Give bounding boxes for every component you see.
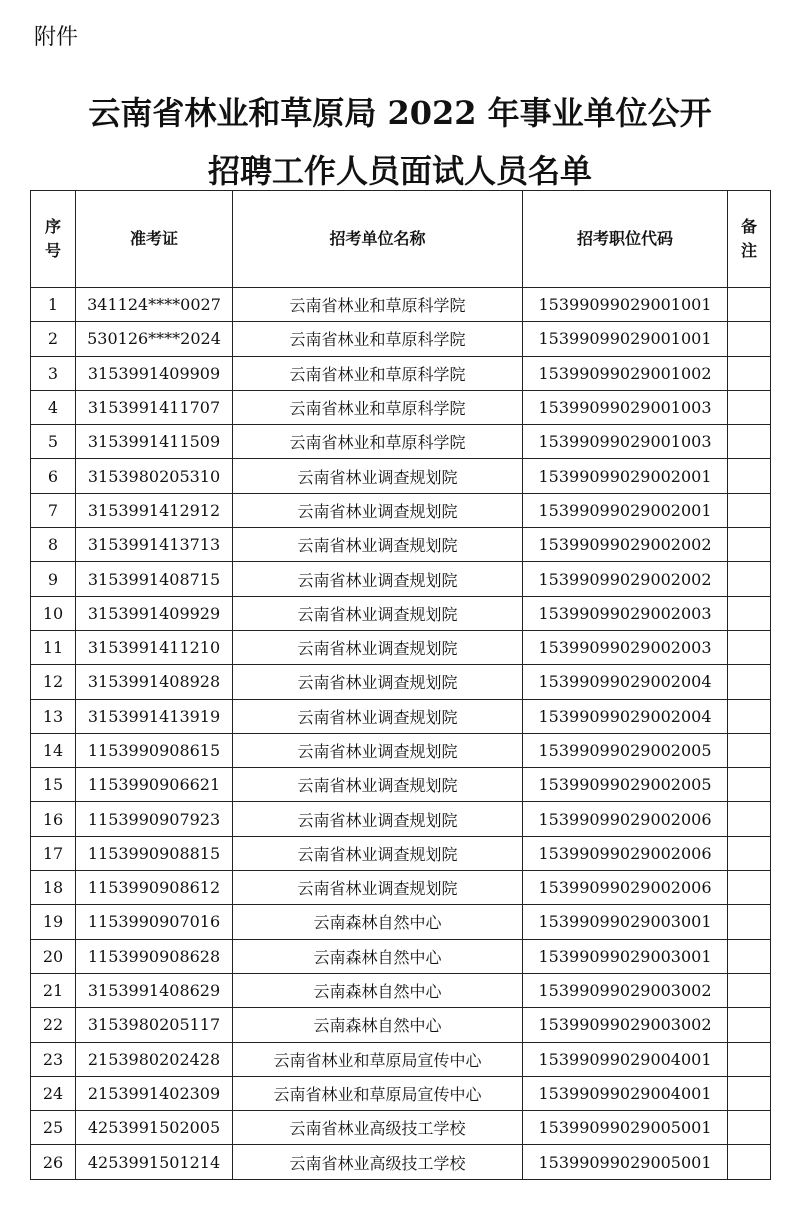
cell-ticket: 3153980205117 xyxy=(76,1008,233,1042)
cell-no: 8 xyxy=(31,528,76,562)
table-row xyxy=(31,356,771,390)
cell-no: 26 xyxy=(31,1145,76,1179)
table-row xyxy=(31,390,771,424)
cell-code: 15399099029003002 xyxy=(523,1008,728,1042)
cell-unit: 云南省林业和草原局宣传中心 xyxy=(233,1076,523,1110)
cell-ticket: 2153980202428 xyxy=(76,1042,233,1076)
cell-note xyxy=(728,322,771,356)
table-row xyxy=(31,630,771,664)
cell-unit: 云南省林业和草原科学院 xyxy=(233,356,523,390)
cell-ticket: 3153991409929 xyxy=(76,596,233,630)
cell-unit: 云南省林业和草原科学院 xyxy=(233,425,523,459)
table-row xyxy=(31,1145,771,1179)
cell-unit: 云南省林业和草原局宣传中心 xyxy=(233,1042,523,1076)
table-row xyxy=(31,322,771,356)
cell-code: 15399099029003001 xyxy=(523,939,728,973)
cell-note xyxy=(728,630,771,664)
cell-note xyxy=(728,528,771,562)
cell-note xyxy=(728,562,771,596)
cell-note xyxy=(728,836,771,870)
attachment-label: 附件 xyxy=(34,25,79,50)
cell-no: 25 xyxy=(31,1111,76,1145)
cell-unit: 云南森林自然中心 xyxy=(233,939,523,973)
cell-code: 15399099029001001 xyxy=(523,288,728,322)
interview-list-table xyxy=(30,190,771,1180)
cell-note xyxy=(728,802,771,836)
cell-code: 15399099029002001 xyxy=(523,493,728,527)
cell-note xyxy=(728,1008,771,1042)
table-row xyxy=(31,1008,771,1042)
cell-note xyxy=(728,768,771,802)
table-row xyxy=(31,836,771,870)
cell-note xyxy=(728,1145,771,1179)
table-row xyxy=(31,425,771,459)
cell-code: 15399099029002003 xyxy=(523,630,728,664)
cell-ticket: 1153990906621 xyxy=(76,768,233,802)
header-code: 招考职位代码 xyxy=(523,191,728,288)
cell-ticket: 1153990908815 xyxy=(76,836,233,870)
cell-no: 20 xyxy=(31,939,76,973)
cell-unit: 云南省林业高级技工学校 xyxy=(233,1145,523,1179)
cell-unit: 云南省林业高级技工学校 xyxy=(233,1111,523,1145)
cell-unit: 云南省林业调查规划院 xyxy=(233,459,523,493)
cell-no: 5 xyxy=(31,425,76,459)
cell-no: 11 xyxy=(31,630,76,664)
cell-note xyxy=(728,288,771,322)
cell-ticket: 4253991501214 xyxy=(76,1145,233,1179)
table-header-row xyxy=(31,191,771,288)
cell-unit: 云南森林自然中心 xyxy=(233,905,523,939)
cell-ticket: 3153991411707 xyxy=(76,390,233,424)
cell-note xyxy=(728,665,771,699)
cell-no: 4 xyxy=(31,390,76,424)
cell-code: 15399099029002003 xyxy=(523,596,728,630)
cell-ticket: 3153991408629 xyxy=(76,973,233,1007)
cell-code: 15399099029002004 xyxy=(523,699,728,733)
cell-unit: 云南省林业调查规划院 xyxy=(233,562,523,596)
cell-note xyxy=(728,871,771,905)
cell-code: 15399099029002002 xyxy=(523,562,728,596)
cell-code: 15399099029005001 xyxy=(523,1111,728,1145)
cell-ticket: 530126****2024 xyxy=(76,322,233,356)
cell-no: 2 xyxy=(31,322,76,356)
cell-ticket: 3153991411210 xyxy=(76,630,233,664)
cell-unit: 云南省林业调查规划院 xyxy=(233,665,523,699)
cell-unit: 云南省林业调查规划院 xyxy=(233,836,523,870)
cell-no: 14 xyxy=(31,733,76,767)
cell-ticket: 3153991408715 xyxy=(76,562,233,596)
cell-ticket: 3153991413919 xyxy=(76,699,233,733)
cell-note xyxy=(728,973,771,1007)
table-row xyxy=(31,1111,771,1145)
cell-no: 24 xyxy=(31,1076,76,1110)
cell-note xyxy=(728,1042,771,1076)
cell-unit: 云南省林业调查规划院 xyxy=(233,699,523,733)
cell-unit: 云南省林业调查规划院 xyxy=(233,871,523,905)
cell-unit: 云南省林业调查规划院 xyxy=(233,630,523,664)
table-row xyxy=(31,733,771,767)
cell-ticket: 1153990907016 xyxy=(76,905,233,939)
cell-no: 7 xyxy=(31,493,76,527)
document-title xyxy=(0,84,800,200)
cell-unit: 云南森林自然中心 xyxy=(233,1008,523,1042)
cell-code: 15399099029001003 xyxy=(523,425,728,459)
cell-unit: 云南省林业和草原科学院 xyxy=(233,322,523,356)
cell-code: 15399099029004001 xyxy=(523,1042,728,1076)
cell-note xyxy=(728,905,771,939)
cell-ticket: 1153990908615 xyxy=(76,733,233,767)
table-row xyxy=(31,905,771,939)
cell-unit: 云南省林业调查规划院 xyxy=(233,528,523,562)
cell-ticket: 3153991411509 xyxy=(76,425,233,459)
cell-no: 16 xyxy=(31,802,76,836)
cell-note xyxy=(728,596,771,630)
cell-note xyxy=(728,699,771,733)
header-no-line-1: 序 xyxy=(44,217,61,236)
cell-ticket: 2153991402309 xyxy=(76,1076,233,1110)
table-row xyxy=(31,802,771,836)
header-ticket: 准考证 xyxy=(76,191,233,288)
cell-ticket: 3153991412912 xyxy=(76,493,233,527)
cell-no: 12 xyxy=(31,665,76,699)
cell-code: 15399099029004001 xyxy=(523,1076,728,1110)
table-row xyxy=(31,1076,771,1110)
cell-note xyxy=(728,493,771,527)
cell-code: 15399099029002004 xyxy=(523,665,728,699)
cell-no: 6 xyxy=(31,459,76,493)
header-note-line-2: 注 xyxy=(740,241,757,260)
cell-code: 15399099029001003 xyxy=(523,390,728,424)
table-row xyxy=(31,562,771,596)
cell-code: 15399099029002005 xyxy=(523,768,728,802)
table-row xyxy=(31,493,771,527)
table-row xyxy=(31,768,771,802)
cell-note xyxy=(728,425,771,459)
table-row xyxy=(31,973,771,1007)
cell-no: 13 xyxy=(31,699,76,733)
cell-note xyxy=(728,939,771,973)
cell-no: 15 xyxy=(31,768,76,802)
cell-unit: 云南省林业调查规划院 xyxy=(233,733,523,767)
cell-unit: 云南省林业和草原科学院 xyxy=(233,390,523,424)
title-line-1: 云南省林业和草原局 2022 年事业单位公开 xyxy=(88,94,712,132)
cell-ticket: 3153991413713 xyxy=(76,528,233,562)
cell-code: 15399099029002006 xyxy=(523,871,728,905)
table-row xyxy=(31,665,771,699)
cell-no: 1 xyxy=(31,288,76,322)
cell-code: 15399099029005001 xyxy=(523,1145,728,1179)
table-row xyxy=(31,939,771,973)
cell-ticket: 1153990908628 xyxy=(76,939,233,973)
cell-ticket: 4253991502005 xyxy=(76,1111,233,1145)
cell-no: 21 xyxy=(31,973,76,1007)
cell-unit: 云南省林业和草原科学院 xyxy=(233,288,523,322)
cell-note xyxy=(728,733,771,767)
cell-ticket: 3153980205310 xyxy=(76,459,233,493)
cell-code: 15399099029002006 xyxy=(523,802,728,836)
header-unit: 招考单位名称 xyxy=(233,191,523,288)
cell-note xyxy=(728,1076,771,1110)
cell-no: 19 xyxy=(31,905,76,939)
table-row xyxy=(31,528,771,562)
cell-no: 18 xyxy=(31,871,76,905)
cell-code: 15399099029003002 xyxy=(523,973,728,1007)
cell-ticket: 341124****0027 xyxy=(76,288,233,322)
cell-code: 15399099029002001 xyxy=(523,459,728,493)
title-line-2: 招聘工作人员面试人员名单 xyxy=(207,152,592,190)
header-note-line-1: 备 xyxy=(740,217,757,236)
cell-code: 15399099029003001 xyxy=(523,905,728,939)
cell-ticket: 1153990908612 xyxy=(76,871,233,905)
cell-no: 9 xyxy=(31,562,76,596)
cell-unit: 云南省林业调查规划院 xyxy=(233,596,523,630)
table-row xyxy=(31,1042,771,1076)
table-row xyxy=(31,288,771,322)
table-row xyxy=(31,699,771,733)
cell-unit: 云南省林业调查规划院 xyxy=(233,493,523,527)
cell-code: 15399099029001001 xyxy=(523,322,728,356)
cell-note xyxy=(728,356,771,390)
cell-note xyxy=(728,390,771,424)
cell-code: 15399099029001002 xyxy=(523,356,728,390)
cell-code: 15399099029002006 xyxy=(523,836,728,870)
cell-ticket: 1153990907923 xyxy=(76,802,233,836)
cell-no: 17 xyxy=(31,836,76,870)
cell-ticket: 3153991408928 xyxy=(76,665,233,699)
cell-no: 10 xyxy=(31,596,76,630)
table-row xyxy=(31,871,771,905)
header-no-line-2: 号 xyxy=(44,241,61,260)
header-note xyxy=(728,191,771,288)
header-no xyxy=(31,191,76,288)
cell-ticket: 3153991409909 xyxy=(76,356,233,390)
table-row xyxy=(31,596,771,630)
cell-code: 15399099029002002 xyxy=(523,528,728,562)
cell-code: 15399099029002005 xyxy=(523,733,728,767)
cell-note xyxy=(728,459,771,493)
cell-unit: 云南森林自然中心 xyxy=(233,973,523,1007)
cell-note xyxy=(728,1111,771,1145)
table-row xyxy=(31,459,771,493)
cell-no: 3 xyxy=(31,356,76,390)
cell-unit: 云南省林业调查规划院 xyxy=(233,802,523,836)
cell-no: 23 xyxy=(31,1042,76,1076)
cell-unit: 云南省林业调查规划院 xyxy=(233,768,523,802)
cell-no: 22 xyxy=(31,1008,76,1042)
